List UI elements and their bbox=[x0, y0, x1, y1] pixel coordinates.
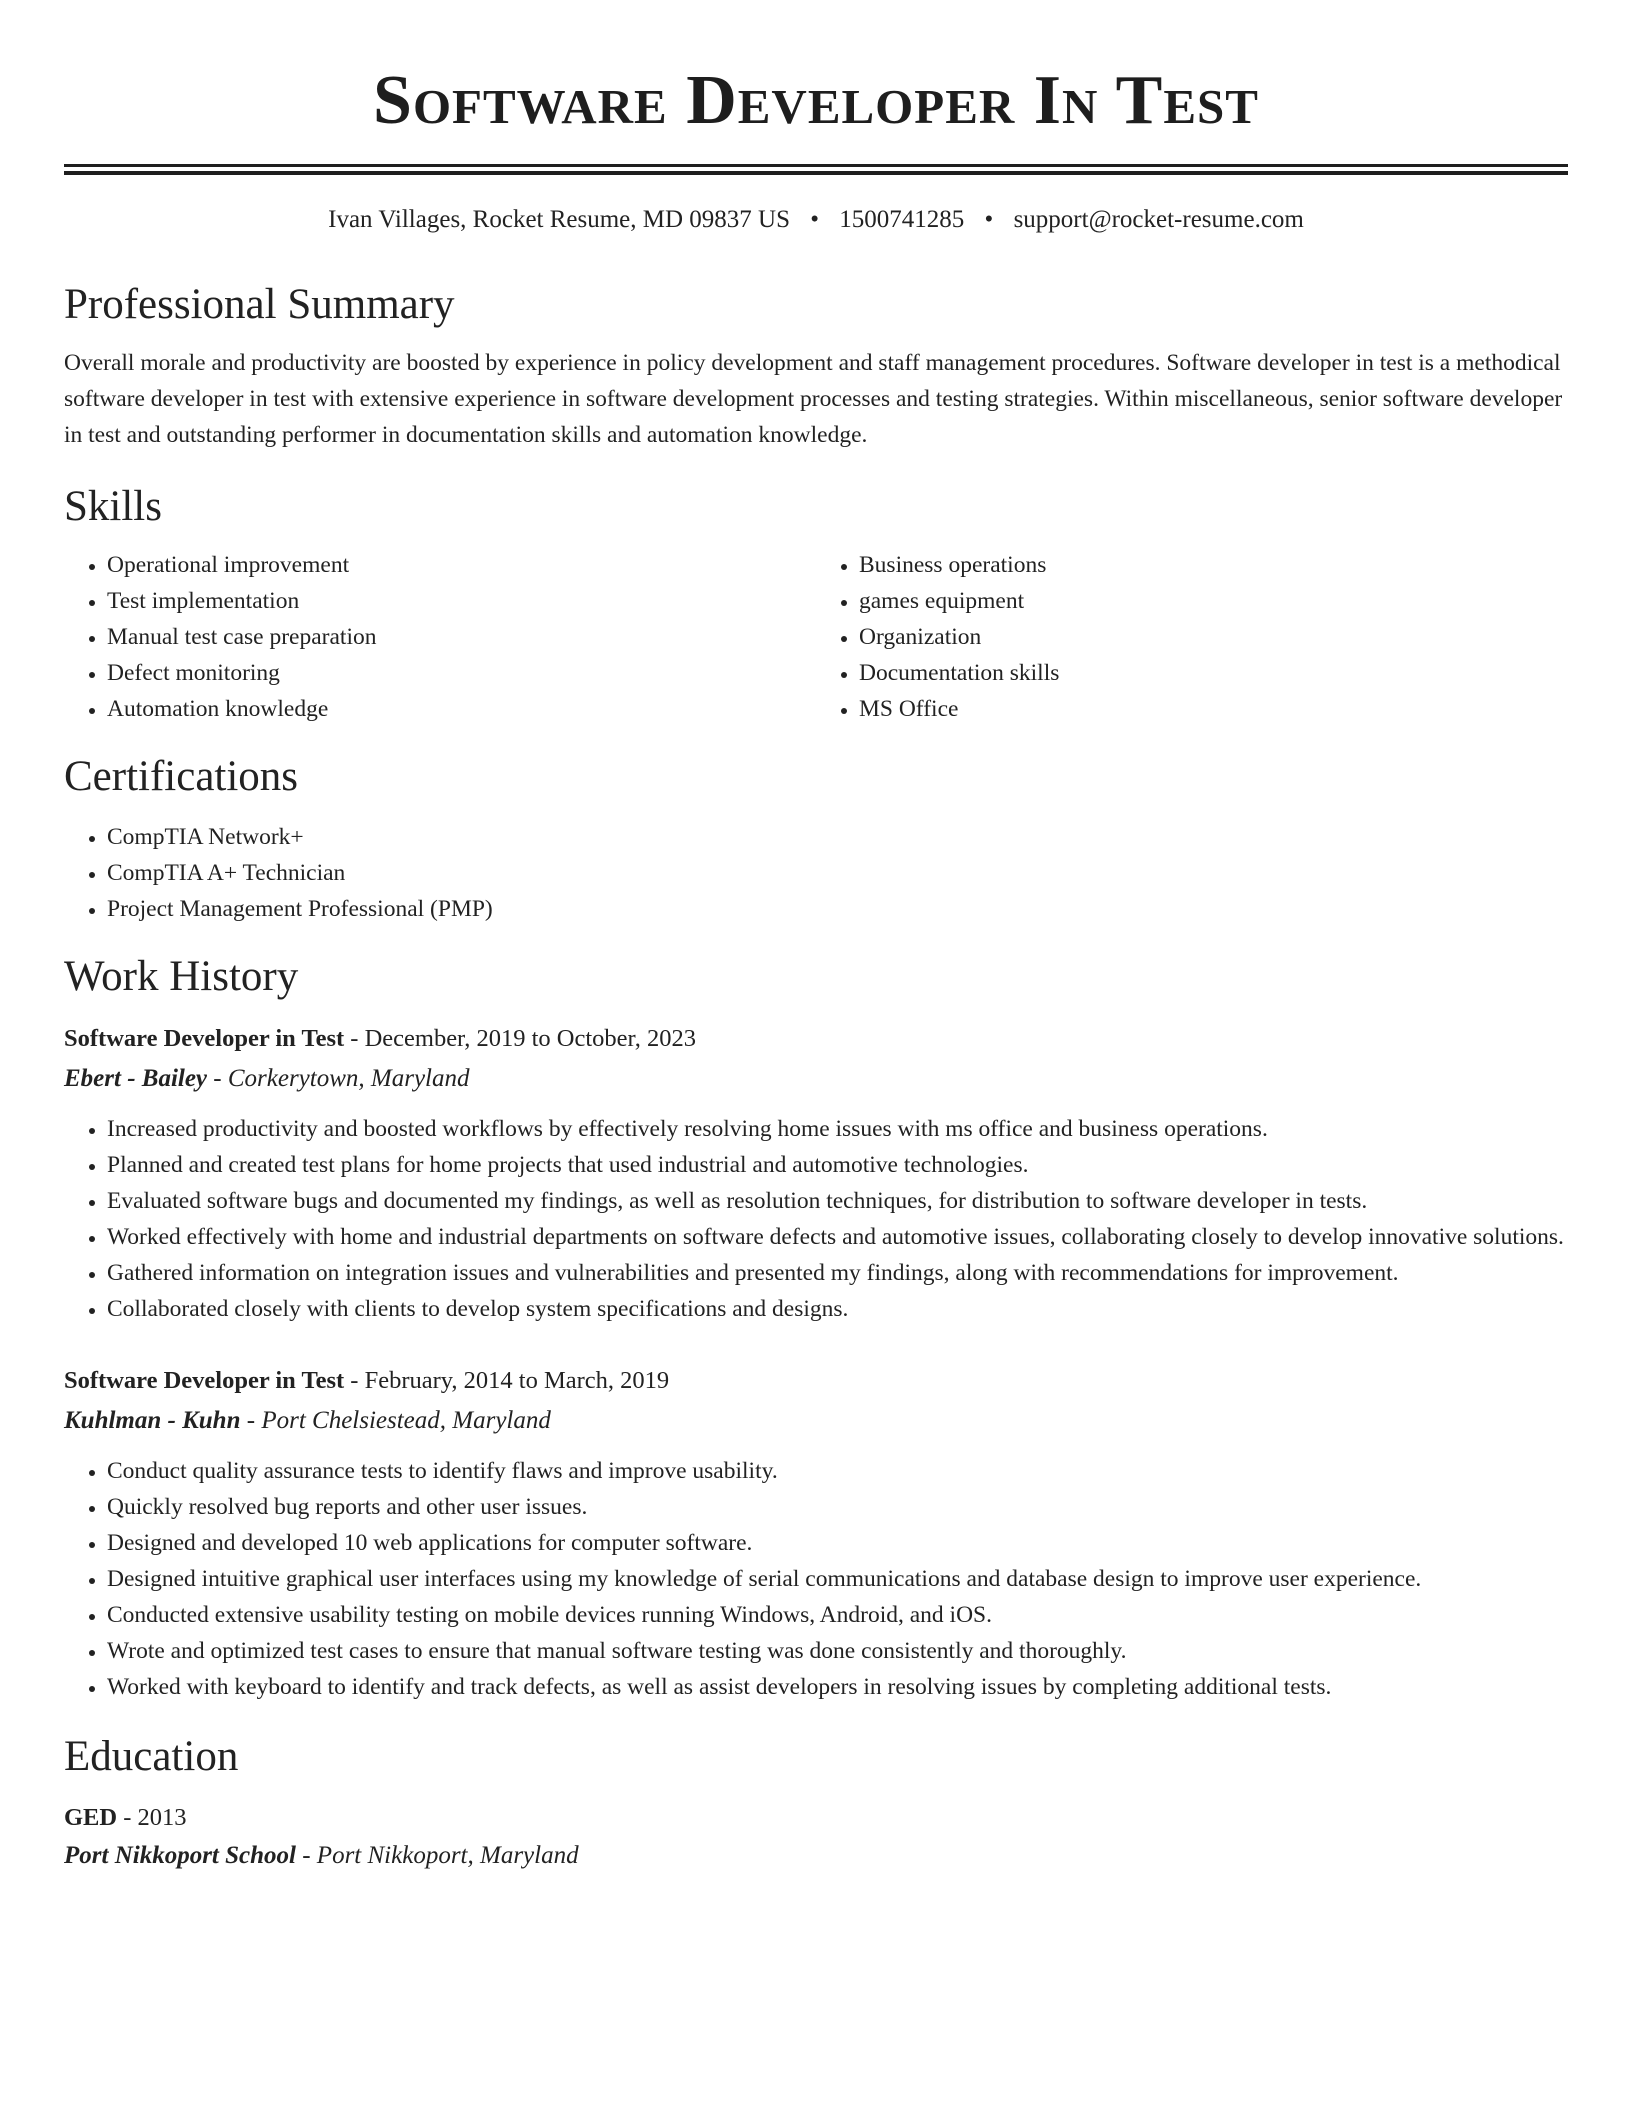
job-company: Kuhlman - Kuhn bbox=[64, 1407, 241, 1434]
summary-heading: Professional Summary bbox=[64, 281, 455, 328]
job-entry bbox=[64, 1361, 1568, 1705]
job-location: - Port Chelsiestead, Maryland bbox=[240, 1407, 551, 1434]
skill-item: • Operational improvement bbox=[107, 547, 816, 583]
job-bullet: • Increased productivity and boosted workflows by effectively resolving home issues with ms office and business operations. bbox=[107, 1111, 1568, 1147]
skills-list-right bbox=[816, 547, 1568, 727]
job-bullet: • Quickly resolved bug reports and other user issues. bbox=[107, 1489, 1568, 1525]
job-bullet: • Designed intuitive graphical user interfaces using my knowledge of serial communications and database design to improve user experience. bbox=[107, 1561, 1568, 1597]
skills-columns bbox=[64, 547, 1568, 727]
job-bullet: • Wrote and optimized test cases to ensure that manual software testing was done consistently and thoroughly. bbox=[107, 1633, 1568, 1669]
job-bullets bbox=[64, 1111, 1568, 1327]
job-title: Software Developer in Test bbox=[64, 1025, 345, 1052]
job-company-line bbox=[64, 1059, 1568, 1099]
certification-item: • Project Management Professional (PMP) bbox=[107, 891, 1568, 927]
job-company-line bbox=[64, 1401, 1568, 1441]
skill-item: • MS Office bbox=[859, 691, 1568, 727]
contact-line bbox=[64, 203, 1568, 237]
job-bullet: • Evaluated software bugs and documented my findings, as well as resolution techniques, for distribution to software developer in tests. bbox=[107, 1183, 1568, 1219]
job-bullet: • Planned and created test plans for home projects that used industrial and automotive technologies. bbox=[107, 1147, 1568, 1183]
job-location: - Corkerytown, Maryland bbox=[207, 1065, 470, 1092]
skill-item: • Documentation skills bbox=[859, 655, 1568, 691]
education-school-line bbox=[64, 1837, 1568, 1875]
certifications-list bbox=[64, 819, 1568, 927]
skill-item: • Test implementation bbox=[107, 583, 816, 619]
job-title-line bbox=[64, 1019, 1568, 1059]
job-company: Ebert - Bailey bbox=[64, 1065, 208, 1092]
job-bullet: • Conducted extensive usability testing on mobile devices running Windows, Android, and iOS. bbox=[107, 1597, 1568, 1633]
job-bullets bbox=[64, 1453, 1568, 1705]
skill-item: • Automation knowledge bbox=[107, 691, 816, 727]
skill-item: • Organization bbox=[859, 619, 1568, 655]
contact-address: Ivan Villages, Rocket Resume, MD 09837 US bbox=[328, 206, 791, 233]
skill-item: • Defect monitoring bbox=[107, 655, 816, 691]
certification-item: • CompTIA Network+ bbox=[107, 819, 1568, 855]
job-bullet: • Conduct quality assurance tests to identify flaws and improve usability. bbox=[107, 1453, 1568, 1489]
certification-item: • CompTIA A+ Technician bbox=[107, 855, 1568, 891]
job-bullet: • Collaborated closely with clients to develop system specifications and designs. bbox=[107, 1291, 1568, 1327]
job-title-line bbox=[64, 1361, 1568, 1401]
resume-title: Software Developer In Test bbox=[373, 62, 1259, 139]
job-title: Software Developer in Test bbox=[64, 1367, 345, 1394]
certifications-heading: Certifications bbox=[64, 753, 299, 800]
contact-email: support@rocket-resume.com bbox=[1013, 206, 1304, 233]
skill-item: • Manual test case preparation bbox=[107, 619, 816, 655]
education-heading: Education bbox=[64, 1733, 239, 1780]
job-bullet: • Designed and developed 10 web applications for computer software. bbox=[107, 1525, 1568, 1561]
education-year: - 2013 bbox=[117, 1804, 187, 1831]
skills-list-left bbox=[64, 547, 816, 727]
job-bullet: • Worked effectively with home and industrial departments on software defects and automotive issues, collaborating closely to develop innovative solutions. bbox=[107, 1219, 1568, 1255]
education-degree-line bbox=[64, 1799, 1568, 1837]
job-dates: - December, 2019 to October, 2023 bbox=[344, 1025, 696, 1052]
job-bullet: • Gathered information on integration issues and vulnerabilities and presented my findings, along with recommendations for improvement. bbox=[107, 1255, 1568, 1291]
skills-heading: Skills bbox=[64, 483, 162, 530]
education-degree: GED bbox=[64, 1804, 118, 1831]
summary-text: Overall morale and productivity are boosted by experience in policy development and staff management procedures. Software developer in test is a methodical software developer in test with extensive experience in software development processes and testing strategies. Within miscellaneous, senior software developer in test and outstanding performer in documentation skills and automation knowledge. bbox=[64, 350, 1563, 448]
contact-separator: • bbox=[984, 206, 994, 233]
contact-phone: 1500741285 bbox=[839, 206, 965, 233]
skill-item: • Business operations bbox=[859, 547, 1568, 583]
job-entry bbox=[64, 1019, 1568, 1327]
education-location: - Port Nikkoport, Maryland bbox=[295, 1842, 579, 1869]
skill-item: • games equipment bbox=[859, 583, 1568, 619]
contact-separator: • bbox=[810, 206, 820, 233]
work-history-heading: Work History bbox=[64, 953, 299, 1000]
education-school: Port Nikkoport School bbox=[64, 1842, 296, 1869]
job-bullet: • Worked with keyboard to identify and track defects, as well as assist developers in resolving issues by completing additional tests. bbox=[107, 1669, 1568, 1705]
title-divider bbox=[64, 164, 1568, 175]
job-dates: - February, 2014 to March, 2019 bbox=[344, 1367, 670, 1394]
